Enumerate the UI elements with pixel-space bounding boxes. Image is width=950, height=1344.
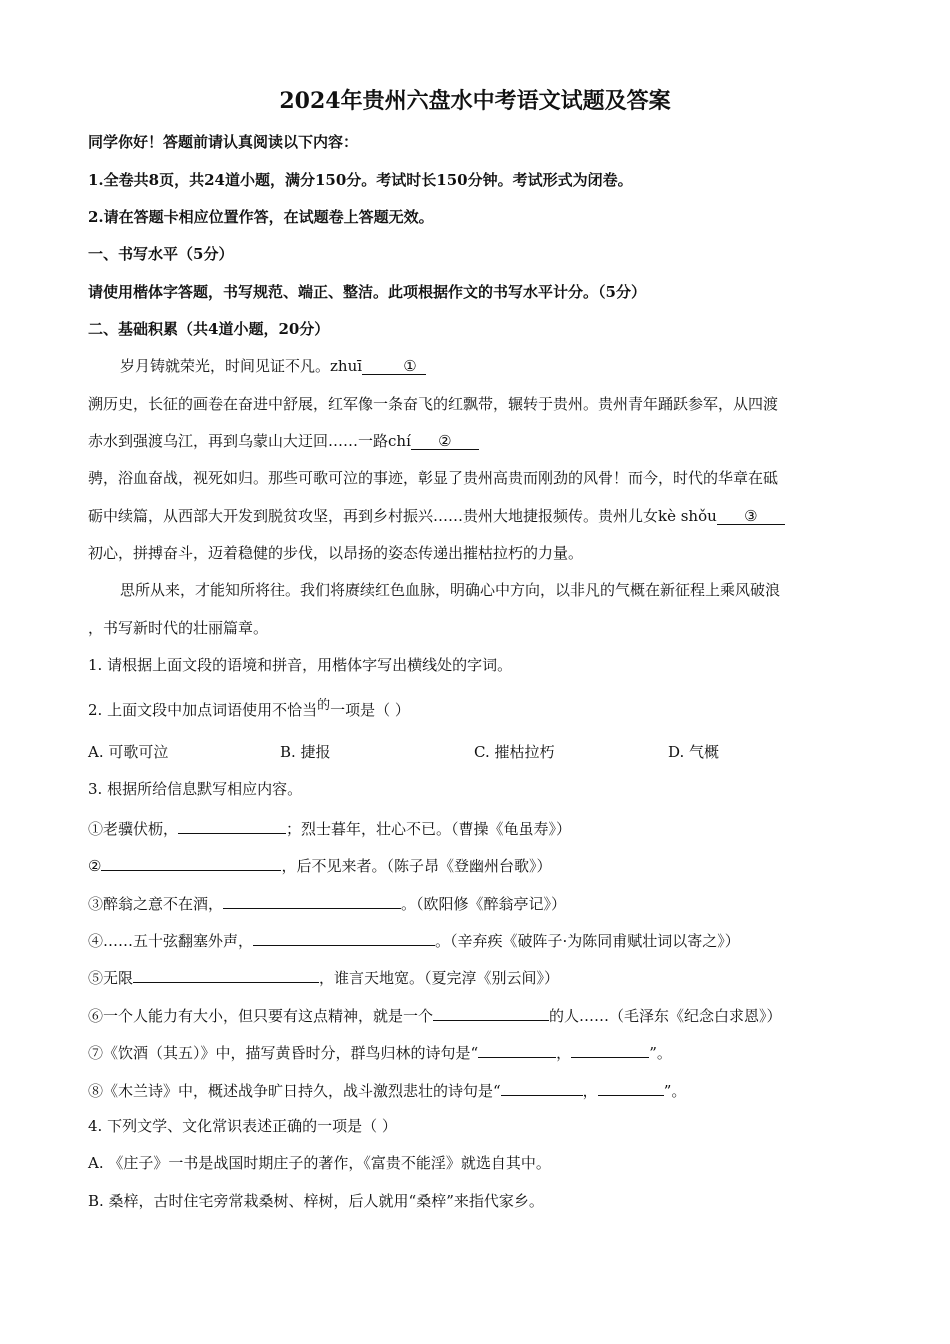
recitation-text: 。（欧阳修《醉翁亭记》） bbox=[401, 895, 567, 913]
question-2-text: 一项是（ ） bbox=[330, 701, 410, 719]
recitation-text: ”。 bbox=[649, 1044, 672, 1062]
passage-line: 初心，拼搏奋斗，迈着稳健的步伐，以昂扬的姿态传递出摧枯拉朽的力量。 bbox=[88, 544, 584, 562]
answer-blank-3[interactable]: ③ bbox=[717, 506, 785, 525]
option-c[interactable]: C. 摧枯拉朽 bbox=[474, 743, 555, 761]
recitation-blank[interactable] bbox=[478, 1041, 556, 1058]
question-2-stem bbox=[88, 700, 862, 722]
recitation-line-3 bbox=[88, 892, 862, 914]
recitation-blank[interactable] bbox=[178, 817, 286, 834]
recitation-line-7 bbox=[88, 1041, 862, 1063]
notice-item-2: 2.请在答题卡相应位置作答，在试题卷上答题无效。 bbox=[88, 208, 434, 226]
notice-heading: 同学你好！答题前请认真阅读以下内容： bbox=[88, 133, 359, 151]
question-1: 1. 请根据上面文段的语境和拼音，用楷体字写出横线处的字词。 bbox=[88, 656, 513, 674]
passage-text: 砺中续篇，从西部大开发到脱贫攻坚，再到乡村振兴……贵州大地捷报频传。贵州儿女kè shǒu bbox=[88, 507, 717, 525]
recitation-blank[interactable] bbox=[133, 966, 319, 983]
passage-text: 赤水到强渡乌江，再到乌蒙山大迂回……一路chí bbox=[88, 432, 411, 450]
passage-line bbox=[88, 356, 862, 376]
section-1-text: 请使用楷体字答题，书写规范、端正、整洁。此项根据作文的书写水平计分。（5分） bbox=[88, 283, 646, 301]
recitation-text: ， bbox=[582, 1082, 598, 1100]
recitation-blank[interactable] bbox=[433, 1004, 549, 1021]
recitation-text: ③醉翁之意不在酒， bbox=[88, 895, 224, 913]
recitation-text: ⑤无限 bbox=[88, 969, 134, 987]
recitation-line-1 bbox=[88, 817, 862, 839]
recitation-blank[interactable] bbox=[253, 929, 435, 946]
recitation-text: ，后不见来者。（陈子昂《登幽州台歌》） bbox=[281, 857, 552, 875]
question-4-stem: 4. 下列文学、文化常识表述正确的一项是（ ） bbox=[88, 1117, 397, 1135]
question-4-option-a[interactable]: A. 《庄子》一书是战国时期庄子的著作，《富贵不能淫》就选自其中。 bbox=[88, 1154, 551, 1172]
option-d[interactable]: D. 气概 bbox=[668, 743, 720, 761]
recitation-text: ④……五十弦翻塞外声， bbox=[88, 932, 254, 950]
section-1-heading: 一、书写水平（5分） bbox=[88, 245, 234, 263]
recitation-text: 。（辛弃疾《破阵子·为陈同甫赋壮词以寄之》） bbox=[435, 932, 740, 950]
recitation-text: ⑧《木兰诗》中，概述战争旷日持久，战斗激烈悲壮的诗句是“ bbox=[88, 1082, 501, 1100]
recitation-blank[interactable] bbox=[223, 892, 401, 909]
recitation-text: ⑥一个人能力有大小，但只要有这点精神，就是一个 bbox=[88, 1007, 434, 1025]
question-3-stem: 3. 根据所给信息默写相应内容。 bbox=[88, 780, 303, 798]
passage-line bbox=[88, 506, 862, 526]
recitation-blank[interactable] bbox=[501, 1079, 583, 1096]
passage-line: 思所从来，才能知所将往。我们将赓续红色血脉，明确心中方向，以非凡的气概在新征程上乘风破浪 bbox=[120, 581, 781, 599]
recitation-text: ”。 bbox=[663, 1082, 687, 1100]
question-2-superscript: 的 bbox=[317, 698, 331, 713]
notice-item-1: 1.全卷共8页，共24道小题，满分150分。考试时长150分钟。考试形式为闭卷。 bbox=[88, 171, 633, 189]
recitation-text: ；烈士暮年，壮心不已。（曹操《龟虽寿》） bbox=[286, 820, 572, 838]
recitation-text: 的人……（毛泽东《纪念白求恩》） bbox=[549, 1007, 782, 1025]
passage-line: ，书写新时代的壮丽篇章。 bbox=[88, 619, 269, 637]
recitation-blank[interactable] bbox=[598, 1079, 664, 1096]
recitation-line-5 bbox=[88, 966, 862, 988]
recitation-line-8 bbox=[88, 1079, 862, 1101]
recitation-text: ，谁言天地宽。（夏完淳《别云间》） bbox=[319, 969, 560, 987]
answer-blank-2[interactable]: ② bbox=[411, 431, 479, 450]
option-a[interactable]: A. 可歌可泣 bbox=[88, 743, 169, 761]
question-4-option-b[interactable]: B. 桑梓，古时住宅旁常栽桑树、梓树，后人就用“桑梓”来指代家乡。 bbox=[88, 1192, 544, 1210]
recitation-blank[interactable] bbox=[571, 1041, 649, 1058]
passage-line: 溯历史，长征的画卷在奋进中舒展，红军像一条奋飞的红飘带，辗转于贵州。贵州青年踊跃参军，从四渡 bbox=[88, 395, 779, 413]
page-title: 2024年贵州六盘水中考语文试题及答案 bbox=[279, 88, 671, 114]
question-2-text: 2. 上面文段中加点词语使用不恰当 bbox=[88, 701, 318, 719]
recitation-blank[interactable] bbox=[101, 854, 281, 871]
passage-line: 骋，浴血奋战，视死如归。那些可歌可泣的事迹，彰显了贵州高贵而刚劲的风骨！而今，时代的华章在砥 bbox=[88, 469, 779, 487]
recitation-text: ⑦《饮酒（其五）》中，描写黄昏时分，群鸟归林的诗句是“ bbox=[88, 1044, 479, 1062]
passage-line bbox=[88, 431, 862, 451]
recitation-line-4 bbox=[88, 929, 862, 951]
recitation-text: ①老骥伏枥， bbox=[88, 820, 179, 838]
option-b[interactable]: B. 捷报 bbox=[280, 743, 331, 761]
recitation-text: ② bbox=[88, 857, 102, 875]
recitation-line-6 bbox=[88, 1004, 862, 1026]
recitation-text: ， bbox=[556, 1044, 572, 1062]
passage-text: 岁月铸就荣光，时间见证不凡。zhuī bbox=[120, 357, 363, 375]
answer-blank-1[interactable]: ① bbox=[362, 356, 426, 375]
section-2-heading: 二、基础积累（共4道小题，20分） bbox=[88, 320, 330, 338]
recitation-line-2 bbox=[88, 854, 862, 876]
